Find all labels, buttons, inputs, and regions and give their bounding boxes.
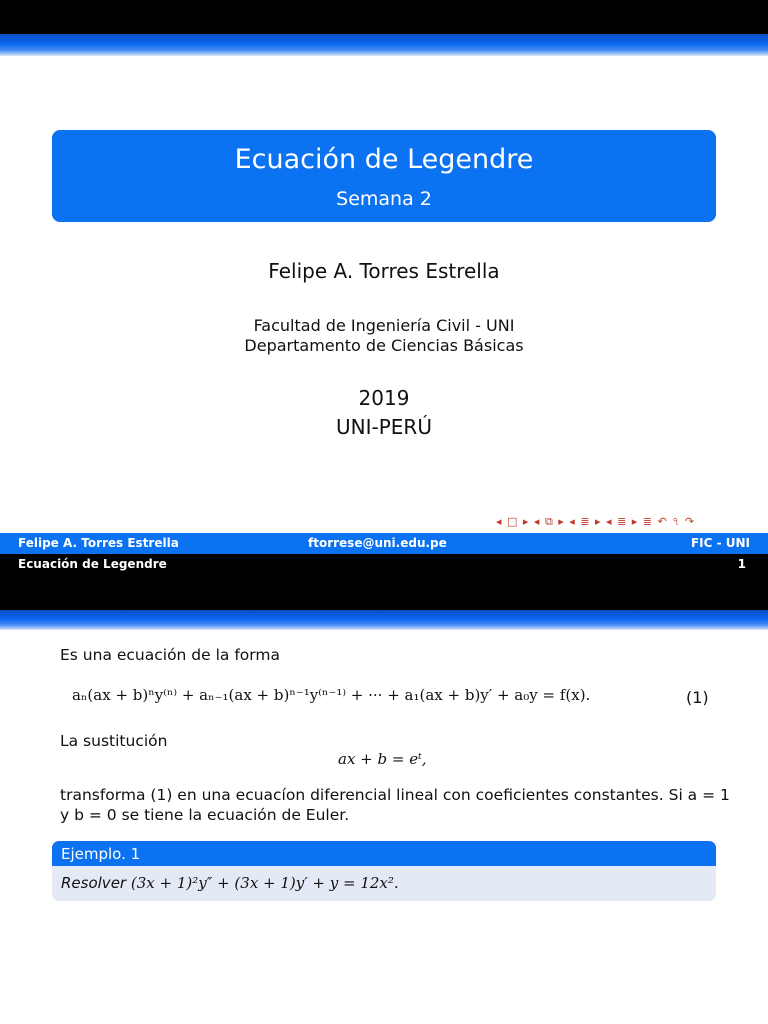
presentation-place: UNI-PERÚ [336, 415, 432, 439]
header-black-bar [0, 0, 768, 34]
footer-email: ftorrese@uni.edu.pe [308, 536, 447, 550]
footer-info-bar [0, 533, 768, 554]
title-box [52, 130, 716, 222]
footer-page-number: 1 [737, 557, 746, 571]
legendre-equation: aₙ(ax + b)ⁿy⁽ⁿ⁾ + aₙ₋₁(ax + b)ⁿ⁻¹y⁽ⁿ⁻¹⁾ + ··· + a₁(ax + b)y′ + a₀y = f(x). [72, 686, 591, 704]
presentation-year: 2019 [358, 386, 410, 410]
substitution-label: La sustitución [60, 732, 168, 750]
slide-title: Ecuación de Legendre [234, 144, 534, 175]
header-blue-band [0, 34, 768, 56]
institution-faculty: Facultad de Ingeniería Civil - UNI [253, 316, 515, 335]
footer-affiliation: FIC - UNI [690, 536, 750, 550]
example-text [61, 874, 399, 892]
example-equation: (3x + 1)²y″ + (3x + 1)y′ + y = 12x². [130, 874, 399, 892]
example-title: Ejemplo. 1 [61, 845, 141, 863]
beamer-navigation-icons[interactable]: ◂ □ ▸ ◂ ⧉ ▸ ◂ ≣ ▸ ◂ ≣ ▸ ≣ ↶ ৭ ↷ [496, 515, 696, 528]
example-header [52, 841, 716, 866]
example-body [52, 866, 716, 901]
intro-text: Es una ecuación de la forma [60, 646, 280, 664]
slide2-header-band [0, 610, 768, 630]
equation-number: (1) [686, 688, 709, 707]
author-name: Felipe A. Torres Estrella [268, 259, 500, 283]
slide2-header-black [0, 575, 768, 610]
example-block [52, 841, 716, 901]
example-label: Resolver [61, 874, 127, 892]
slide-subtitle: Semana 2 [336, 188, 432, 210]
footer-short-title: Ecuación de Legendre [18, 557, 167, 571]
transform-text-line1: transforma (1) en una ecuacíon diferencial lineal con coeficientes constantes. Si a = 1 [60, 786, 730, 804]
institution-department: Departamento de Ciencias Básicas [244, 336, 524, 355]
footer-author: Felipe A. Torres Estrella [18, 536, 179, 550]
transform-text-line2: y b = 0 se tiene la ecuación de Euler. [60, 806, 350, 824]
footer-title-bar [0, 554, 768, 575]
substitution-equation: ax + b = eᵗ, [338, 750, 427, 768]
